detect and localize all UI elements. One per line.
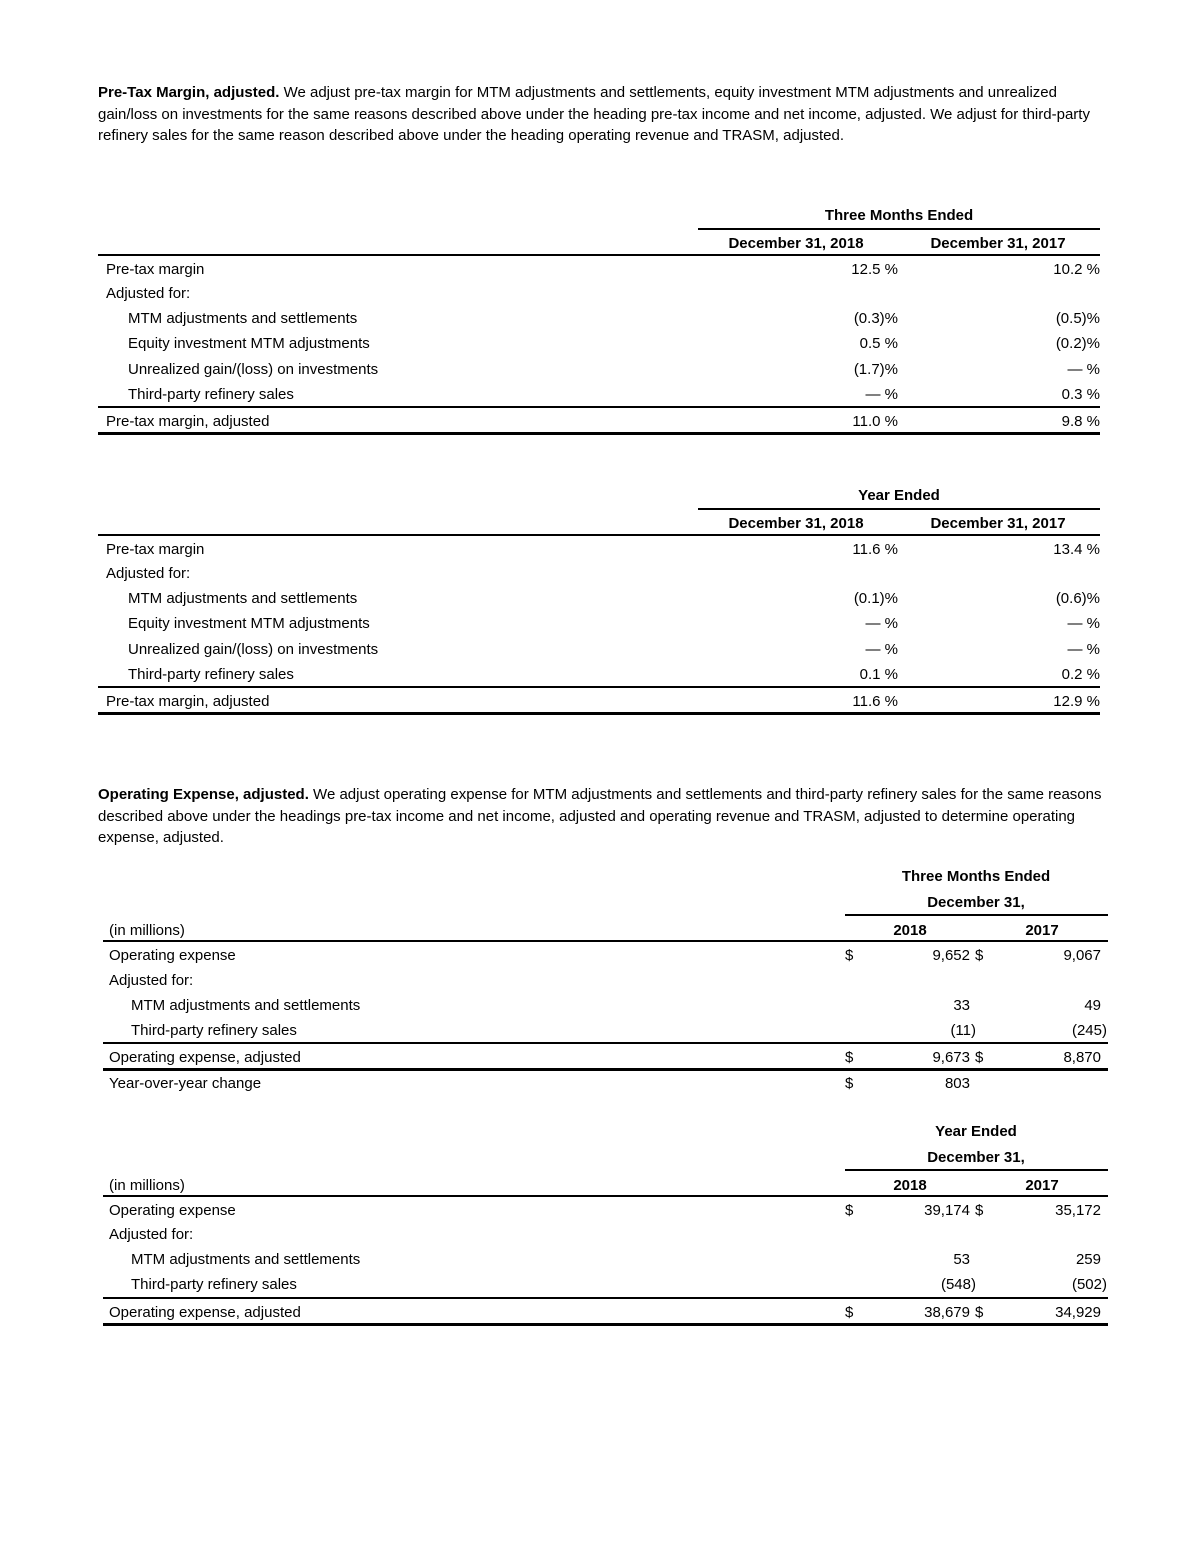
column-header: 2017: [1025, 922, 1059, 939]
table-row: [0, 1272, 1200, 1297]
divider: [103, 1297, 1108, 1299]
cell-value: (0.1)%: [853, 590, 898, 607]
column-header: 2018: [893, 1177, 927, 1194]
table-row: [0, 561, 1200, 586]
row-label: Adjusted for:: [106, 285, 191, 302]
cell-value: — %: [1067, 615, 1100, 632]
column-group-header: Year Ended: [935, 1123, 1017, 1140]
opex-paragraph: [98, 784, 1108, 849]
cell-value: 0.1 %: [859, 666, 898, 683]
table-row: [0, 306, 1200, 331]
row-label: Adjusted for:: [109, 1226, 194, 1243]
column-header: December 31, 2017: [930, 235, 1066, 252]
cell-value: (502): [1071, 1276, 1107, 1293]
divider: [103, 1042, 1108, 1044]
row-label: Equity investment MTM adjustments: [128, 335, 370, 352]
cell-value: 34,929: [1055, 1304, 1101, 1321]
row-label: Adjusted for:: [109, 972, 194, 989]
pretax-paragraph: [98, 82, 1108, 147]
column-header: December 31, 2018: [728, 515, 864, 532]
cell-value: 13.4 %: [1053, 541, 1100, 558]
table-row: [0, 943, 1200, 968]
currency-symbol: $: [845, 1075, 854, 1092]
column-group-header: Three Months Ended: [901, 868, 1051, 885]
table-row-total: [0, 689, 1200, 714]
cell-value: — %: [865, 641, 898, 658]
row-label: Third-party refinery sales: [128, 386, 294, 403]
table-row: [0, 331, 1200, 356]
divider: [98, 406, 1100, 408]
row-label: Year-over-year change: [109, 1075, 262, 1092]
table-row: [0, 586, 1200, 611]
currency-symbol: $: [975, 1304, 984, 1321]
divider: [845, 1169, 1108, 1171]
table-row: [0, 357, 1200, 382]
cell-value: 35,172: [1055, 1202, 1101, 1219]
divider: [98, 686, 1100, 688]
column-group-subheader: December 31,: [927, 1149, 1025, 1166]
divider: [103, 1195, 1108, 1197]
cell-value: (0.3)%: [853, 310, 898, 327]
row-label: Pre-tax margin: [106, 261, 205, 278]
divider: [698, 508, 1100, 510]
currency-symbol: $: [975, 947, 984, 964]
currency-symbol: $: [975, 1202, 984, 1219]
cell-value: 9,067: [1063, 947, 1101, 964]
row-label: Operating expense, adjusted: [109, 1304, 301, 1321]
cell-value: 9,673: [932, 1049, 970, 1066]
table-row: [0, 382, 1200, 407]
row-label: Third-party refinery sales: [131, 1276, 297, 1293]
divider: [845, 914, 1108, 916]
column-header: December 31, 2017: [930, 515, 1066, 532]
cell-value: — %: [1067, 641, 1100, 658]
cell-value: (1.7)%: [853, 361, 898, 378]
row-label: Adjusted for:: [106, 565, 191, 582]
cell-value: 53: [953, 1251, 970, 1268]
cell-value: — %: [865, 386, 898, 403]
column-header: 2017: [1025, 1177, 1059, 1194]
table-row: [0, 662, 1200, 687]
cell-value: 10.2 %: [1053, 261, 1100, 278]
row-label: MTM adjustments and settlements: [131, 997, 361, 1014]
table-row: [0, 1222, 1200, 1247]
units-label: (in millions): [109, 922, 185, 939]
divider: [98, 534, 1100, 536]
cell-value: 259: [1075, 1251, 1101, 1268]
column-group-header: Year Ended: [858, 487, 940, 504]
table-row: [0, 1018, 1200, 1043]
cell-value: 803: [944, 1075, 970, 1092]
cell-value: 8,870: [1063, 1049, 1101, 1066]
cell-value: 0.3 %: [1061, 386, 1100, 403]
currency-symbol: $: [845, 1304, 854, 1321]
table-row: [0, 1247, 1200, 1272]
cell-value: (0.5)%: [1055, 310, 1100, 327]
row-label: Unrealized gain/(loss) on investments: [128, 641, 379, 658]
row-label: Operating expense: [109, 947, 236, 964]
double-divider: [98, 432, 1100, 435]
divider: [698, 228, 1100, 230]
table-row: [0, 537, 1200, 562]
row-label: Equity investment MTM adjustments: [128, 615, 370, 632]
cell-value: 11.6 %: [852, 541, 898, 558]
row-label: Third-party refinery sales: [131, 1022, 297, 1039]
row-label: Pre-tax margin, adjusted: [106, 413, 270, 430]
cell-value: 33: [953, 997, 970, 1014]
table-row-total: [0, 1045, 1200, 1070]
currency-symbol: $: [845, 1049, 854, 1066]
column-group-header: Three Months Ended: [824, 207, 974, 224]
cell-value: 0.5 %: [859, 335, 898, 352]
row-label: Pre-tax margin: [106, 541, 205, 558]
row-label: MTM adjustments and settlements: [131, 1251, 361, 1268]
currency-symbol: $: [975, 1049, 984, 1066]
table-row: [0, 611, 1200, 636]
table-row: [0, 637, 1200, 662]
row-label: Pre-tax margin, adjusted: [106, 693, 270, 710]
cell-value: 11.6 %: [852, 693, 898, 710]
table-row: [0, 968, 1200, 993]
row-label: Third-party refinery sales: [128, 666, 294, 683]
column-header: December 31, 2018: [728, 235, 864, 252]
divider: [98, 254, 1100, 256]
table-row: [0, 1198, 1200, 1223]
cell-value: (245): [1071, 1022, 1107, 1039]
units-label: (in millions): [109, 1177, 185, 1194]
cell-value: 0.2 %: [1061, 666, 1100, 683]
cell-value: 49: [1084, 997, 1101, 1014]
row-label: MTM adjustments and settlements: [128, 310, 358, 327]
cell-value: — %: [1067, 361, 1100, 378]
cell-value: (0.6)%: [1055, 590, 1100, 607]
double-divider: [103, 1323, 1108, 1326]
row-label: Unrealized gain/(loss) on investments: [128, 361, 379, 378]
opex-heading: Operating Expense, adjusted.: [98, 786, 309, 803]
cell-value: (0.2)%: [1055, 335, 1100, 352]
pretax-heading: Pre-Tax Margin, adjusted.: [98, 84, 280, 101]
opex-body: We adjust operating expense for MTM adjustments and settlements and third-party refinery sales for the same reasons described above under the headings pre-tax income and net income, adjusted and operating revenue and TRASM, adjusted to determine operating expense, adjusted.: [98, 786, 1102, 846]
currency-symbol: $: [845, 1202, 854, 1219]
pretax-body: We adjust pre-tax margin for MTM adjustments and settlements, equity investment MTM adjustments and unrealized gain/loss on investments for the same reasons described above under the heading pre-tax income and net income, adjusted. We adjust for third-party refinery sales for the same reason described above under the heading operating revenue and TRASM, adjusted.: [98, 84, 1090, 144]
currency-symbol: $: [845, 947, 854, 964]
table-row: [0, 1071, 1200, 1096]
cell-value: 11.0 %: [852, 413, 898, 430]
column-header: 2018: [893, 922, 927, 939]
double-divider: [98, 712, 1100, 715]
cell-value: 12.5 %: [851, 261, 898, 278]
table-row-total: [0, 1300, 1200, 1325]
cell-value: — %: [865, 615, 898, 632]
cell-value: 9,652: [932, 947, 970, 964]
cell-value: (548): [940, 1276, 976, 1293]
row-label: Operating expense, adjusted: [109, 1049, 301, 1066]
row-label: MTM adjustments and settlements: [128, 590, 358, 607]
column-group-subheader: December 31,: [927, 894, 1025, 911]
cell-value: (11): [950, 1022, 976, 1039]
table-row: [0, 257, 1200, 282]
cell-value: 9.8 %: [1061, 413, 1100, 430]
table-row: [0, 281, 1200, 306]
divider: [103, 940, 1108, 942]
cell-value: 39,174: [924, 1202, 970, 1219]
row-label: Operating expense: [109, 1202, 236, 1219]
table-row-total: [0, 409, 1200, 434]
cell-value: 38,679: [924, 1304, 970, 1321]
cell-value: 12.9 %: [1053, 693, 1100, 710]
table-row: [0, 993, 1200, 1018]
